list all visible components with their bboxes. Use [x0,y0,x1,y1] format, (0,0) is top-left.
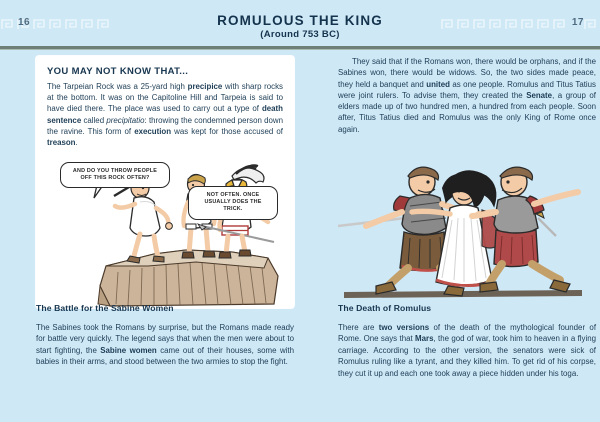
chapter-subtitle: (Around 753 BC) [260,29,340,40]
did-you-know-title: YOU MAY NOT KNOW THAT... [47,66,189,77]
left-column [36,56,294,308]
section-battle-sabine-women [36,303,294,368]
running-head [0,0,600,49]
did-you-know-body: The Tarpeian Rock was a 25-yard high precipice with sharp rocks at the bottom. It was on the Capitoline Hill and Tarpeia is said to have died there. The place was used to carry out a type of death sentence called precipitatio: throwing the condemned person down the ravine. This form of execution was kept for those accused of treason. [47,82,283,148]
tarpeian-rock-cartoon [36,158,294,308]
chapter-title: ROMULOUS THE KING [217,13,383,28]
speech-bubble-answer: NOT OFTEN. ONCE USUALLY DOES THE TRICK. [188,186,278,220]
did-you-know-box [36,56,294,308]
section-heading-left: The Battle for the Sabine Women [36,303,174,313]
page-number-right: 17 [571,17,584,28]
right-intro-paragraph: They said that if the Romans won, there would be orphans, and if the Sabines won, there would be widows. So, the two sides made peace, they held a banquet and united as one people. Romulus and Titus Tatius were joint rulers. To advise them, they created the Senate, a group of elders made up of two hundred men, a hundred from each people. Soon after, Titus Tatius died and Romulus was the only King of Rome once again. [338,57,597,134]
section-body-left: The Sabines took the Romans by surprise, but the Romans made ready for battle very quickly. The legend says that when the men were about to start fighting, the Sabine women came out of their houses, some with babies in their arms, and stood between the two armies to stop the fight. [36,323,294,367]
section-body-right: There are two versions of the death of the mythological founder of Rome. One says that Mars, the god of war, took him to heaven in a flying carriage. According to the other version, the senators were sick of Romulus ruling like a tyrant, and they killed him. To get rid of his corpse, they cut it up and each one took away a piece hidden under his toga. [338,323,597,378]
speech-bubble-question: AND DO YOU THROW PEOPLE OFF THIS ROCK OFTEN? [60,162,170,188]
chapter-title-block [0,14,600,41]
section-heading-right: The Death of Romulus [338,303,432,313]
page-number-left: 16 [18,17,31,28]
header-divider-rule-light [0,49,600,50]
right-column [338,56,596,135]
section-death-of-romulus [338,303,596,379]
sabine-women-illustration [338,160,588,302]
